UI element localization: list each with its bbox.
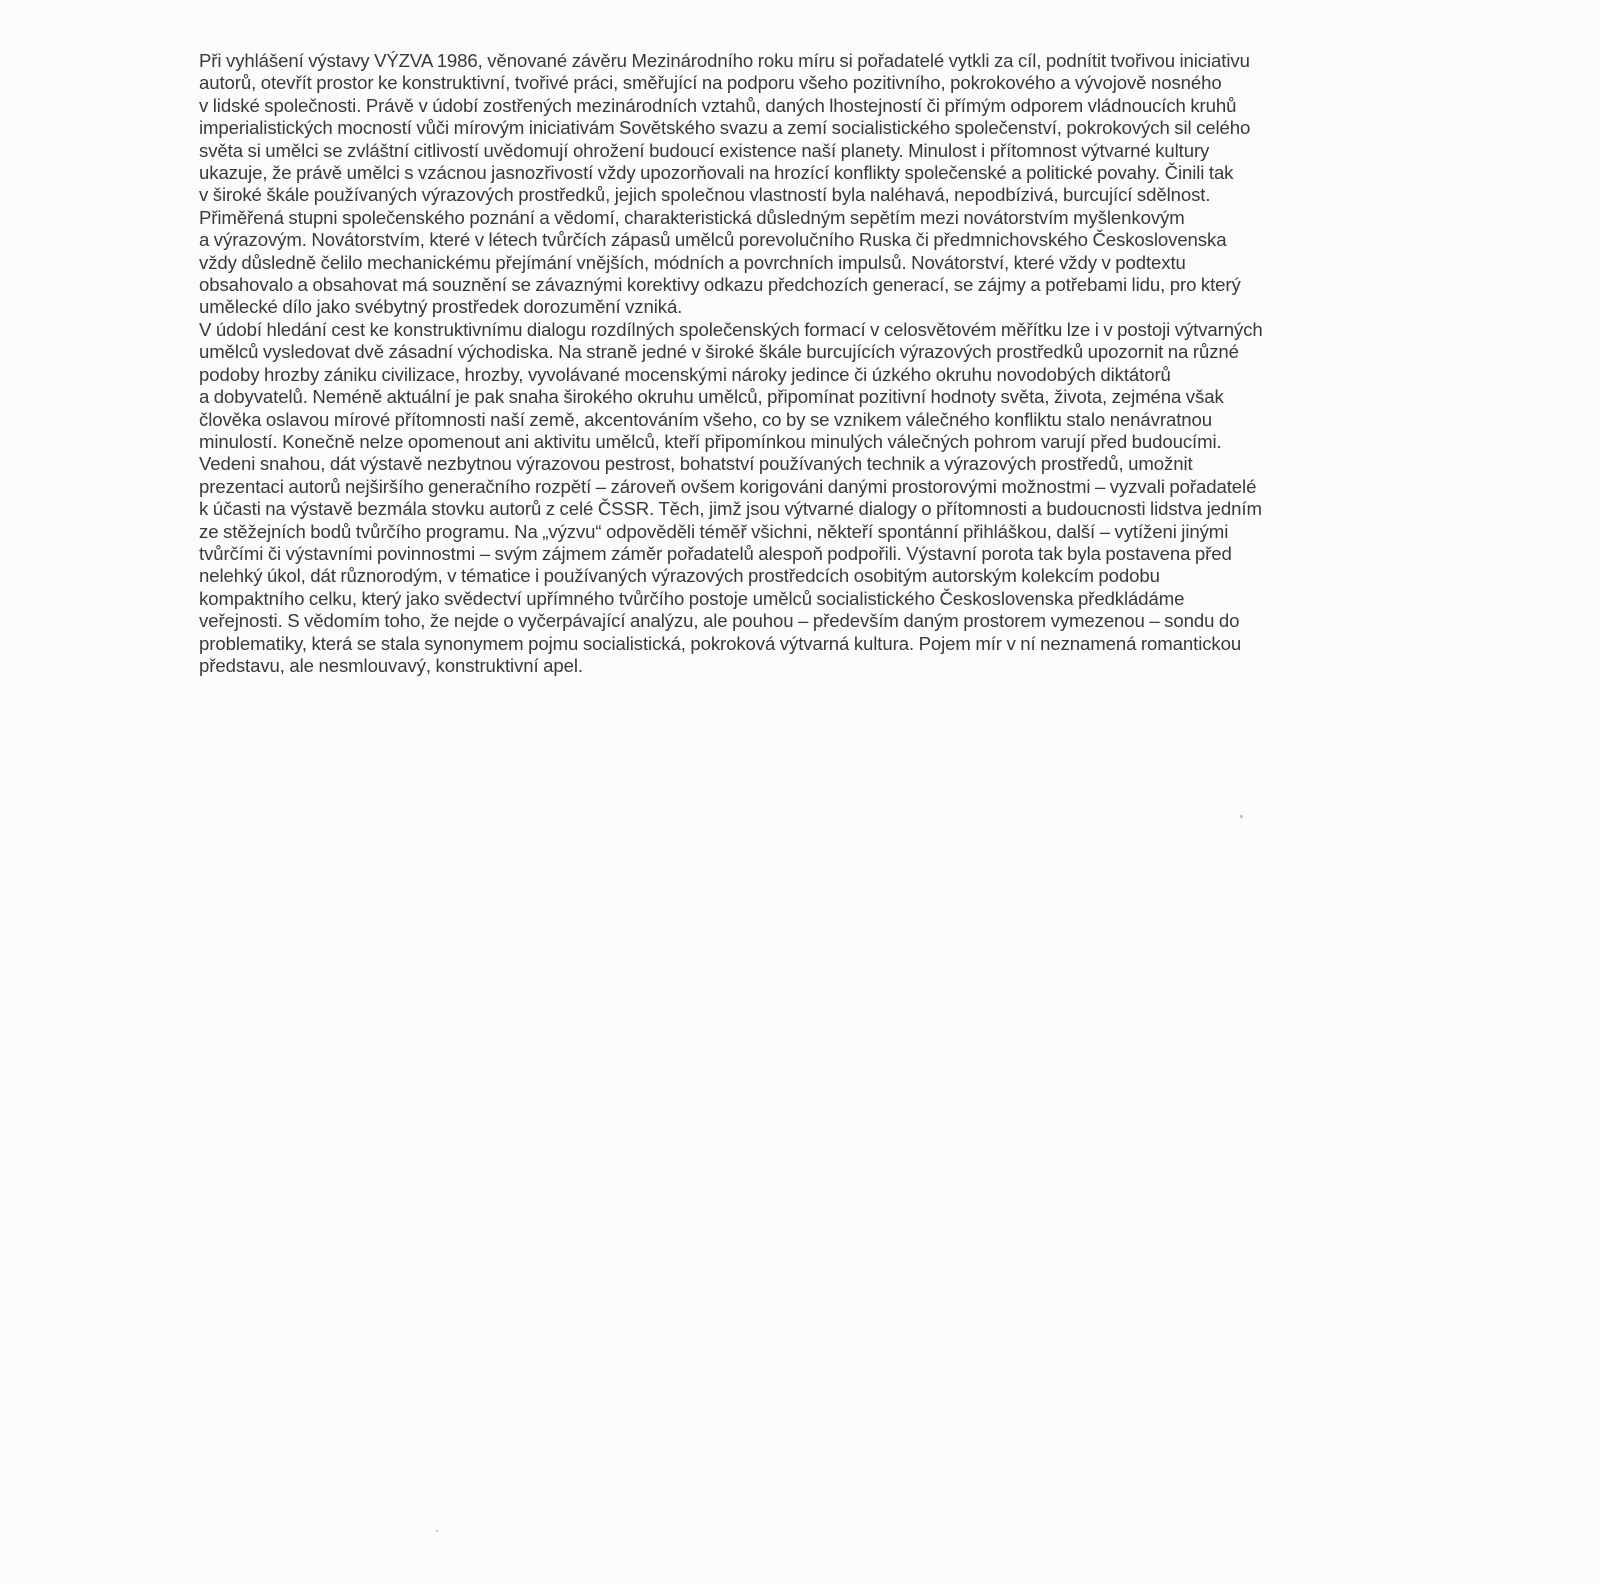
text-line: k účasti na výstavě bezmála stovku autorů z celé ČSSR. Těch, jimž jsou výtvarné dialogy o přítomnosti a budoucnosti lidstva jedním bbox=[199, 498, 1262, 520]
paper-speck bbox=[1240, 815, 1243, 818]
text-line: problematiky, která se stala synonymem pojmu socialistická, pokroková výtvarná kultura. Pojem mír v ní neznamená romantickou bbox=[199, 632, 1242, 654]
text-line: a dobyvatelů. Neméně aktuální je pak snaha širokého okruhu umělců, připomínat pozitivní hodnoty světa, života, zejména však bbox=[199, 386, 1224, 408]
text-line: Přiměřená stupni společenského poznání a vědomí, charakteristická důsledným sepětím mezi novátorstvím myšlenkovým bbox=[199, 206, 1185, 228]
text-line: tvůrčími či výstavními povinnostmi – svým zájmem záměr pořadatelů alespoň podpořili. Výstavní porota tak byla postavena před bbox=[199, 542, 1232, 564]
text-line: v lidské společnosti. Právě v údobí zostřených mezinárodních vztahů, daných lhostejností či přímým odporem vládnoucích kruhů bbox=[199, 94, 1237, 116]
text-line: v široké škále používaných výrazových prostředků, jejich společnou vlastností byla naléhavá, nepodbízivá, burcující sdělnost. bbox=[199, 184, 1211, 206]
text-line: autorů, otevřít prostor ke konstruktivní, tvořivé práci, směřující na podporu všeho pozitivního, pokrokového a vývojově nosného bbox=[199, 72, 1222, 94]
text-line: představu, ale nesmlouvavý, konstruktivní apel. bbox=[199, 654, 583, 676]
text-line: vždy důsledně čelilo mechanickému přejímání vnějších, módních a povrchních impulsů. Novátorství, které vždy v podtextu bbox=[199, 251, 1186, 273]
text-line: umělců vysledovat dvě zásadní východiska. Na straně jedné v široké škále burcujících výrazových prostředků upozornit na různé bbox=[199, 341, 1239, 363]
text-line: umělecké dílo jako svébytný prostředek dorozumění vzniká. bbox=[199, 296, 683, 318]
text-line: minulostí. Konečně nelze opomenout ani aktivitu umělců, kteří připomínkou minulých válečných pohrom varují před budoucími. bbox=[199, 430, 1222, 452]
text-line: V údobí hledání cest ke konstruktivnímu dialogu rozdílných společenských formací v celosvětovém měřítku lze i v postoji výtvarných bbox=[199, 318, 1263, 340]
text-line: ukazuje, že právě umělci s vzácnou jasnozřivostí vždy upozorňovali na hrozící konflikty společenské a politické povahy. Činili tak bbox=[199, 162, 1234, 184]
text-line: člověka oslavou mírové přítomnosti naší země, akcentováním všeho, co by se vznikem válečného konfliktu stalo nenávratnou bbox=[199, 408, 1212, 430]
paper-speck bbox=[436, 1530, 438, 1532]
text-line: nelehký úkol, dát různorodým, v tématice i používaných výrazových prostředcích osobitým autorským kolekcím podobu bbox=[199, 565, 1160, 587]
body-text bbox=[199, 50, 1539, 677]
paragraph-2 bbox=[199, 319, 1539, 678]
text-line: Při vyhlášení výstavy VÝZVA 1986, věnované závěru Mezinárodního roku míru si pořadatelé vytkli za cíl, podnítit tvořivou iniciativu bbox=[199, 50, 1250, 71]
text-line: prezentaci autorů nejširšího generačního rozpětí – zároveň ovšem korigováni danými prostorovými možnostmi – vyzvali pořadatelé bbox=[199, 475, 1257, 497]
text-line: podoby hrozby zániku civilizace, hrozby, vyvolávané mocenskými nároky jedince či úzkého okruhu novodobých diktátorů bbox=[199, 363, 1171, 385]
paragraph-1 bbox=[199, 50, 1539, 319]
text-line: a výrazovým. Novátorstvím, které v létech tvůrčích zápasů umělců porevolučního Ruska či předmnichovského Československa bbox=[199, 229, 1227, 251]
text-line: veřejnosti. S vědomím toho, že nejde o vyčerpávající analýzu, ale pouhou – především daným prostorem vymezenou – sondu do bbox=[199, 610, 1240, 632]
text-line: imperialistických mocností vůči mírovým iniciativám Sovětského svazu a zemí socialistického společenství, pokrokových sil celého bbox=[199, 117, 1251, 139]
text-line: kompaktního celku, který jako svědectví upřímného tvůrčího postoje umělců socialistického Československa předkládáme bbox=[199, 587, 1185, 609]
text-line: světa si umělci se zvláštní citlivostí uvědomují ohrožení budoucí existence naší planety. Minulost i přítomnost výtvarné kultury bbox=[199, 139, 1210, 161]
text-line: obsahovalo a obsahovat má souznění se závaznými korektivy odkazu předchozích generací, se zájmy a potřebami lidu, pro který bbox=[199, 274, 1241, 296]
text-line: Vedeni snahou, dát výstavě nezbytnou výrazovou pestrost, bohatství používaných technik a výrazových prostředů, umožnit bbox=[199, 453, 1193, 475]
text-line: ze stěžejních bodů tvůrčího programu. Na „výzvu“ odpověděli téměř všichni, někteří spontánní přihláškou, další – vytíženi jinými bbox=[199, 520, 1229, 542]
